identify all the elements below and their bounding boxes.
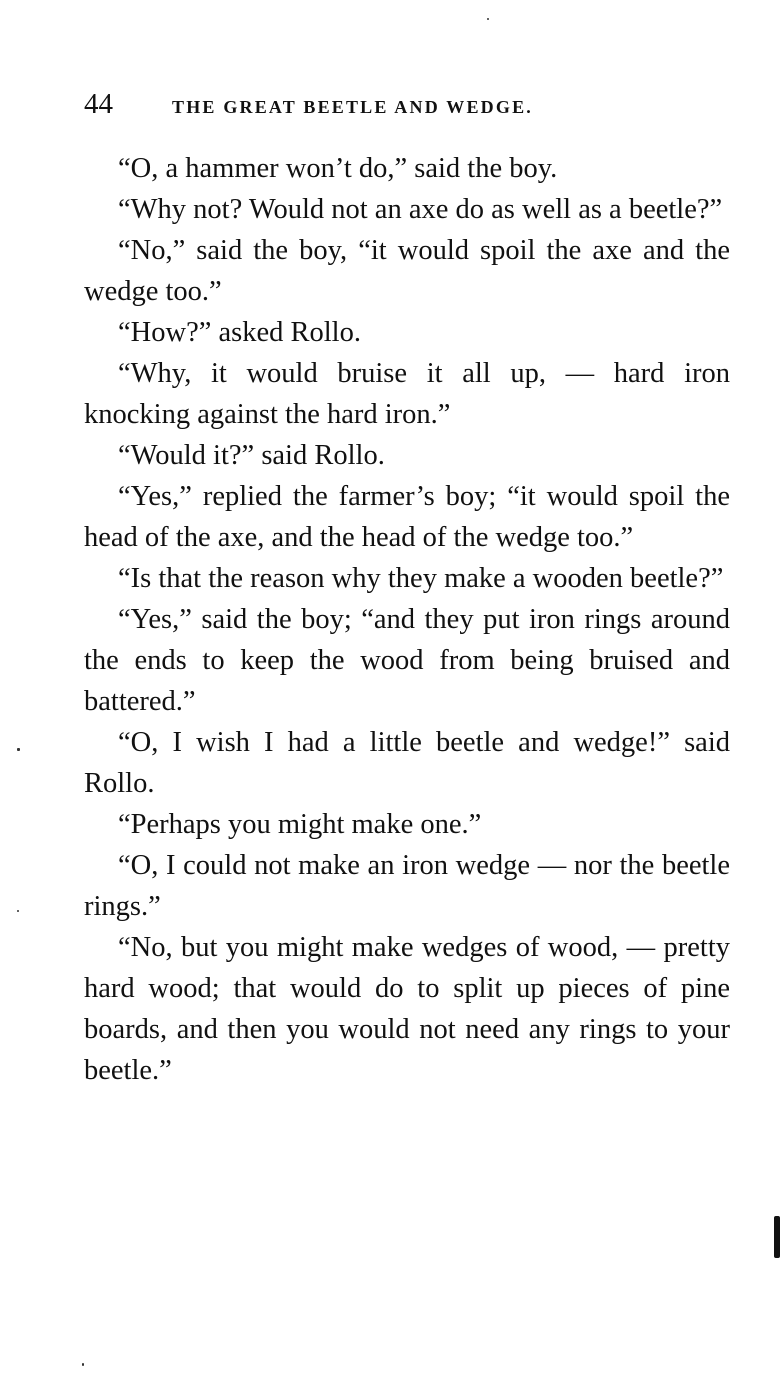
- running-header: [84, 84, 734, 124]
- paragraph: “Perhaps you might make one.”: [118, 809, 482, 840]
- page-number: 44: [84, 88, 113, 120]
- paragraph: “Is that the reason why they make a wooden beetle?”: [118, 563, 724, 594]
- paragraph: “How?” asked Rollo.: [118, 317, 361, 348]
- running-title: THE GREAT BEETLE AND WEDGE.: [172, 97, 533, 117]
- paragraph: “Why, it would bruise it all up, — hard iron knocking against the hard iron.”: [84, 358, 730, 430]
- print-speck: [487, 18, 489, 20]
- paragraph: “Yes,” said the boy; “and they put iron rings around the ends to keep the wood from being bruised and battered.”: [84, 604, 730, 717]
- paragraph: “Would it?” said Rollo.: [118, 440, 385, 471]
- paragraph: “Why not? Would not an axe do as well as a beetle?”: [118, 194, 723, 225]
- print-speck: [82, 1363, 84, 1366]
- paragraph: “No,” said the boy, “it would spoil the axe and the wedge too.”: [84, 235, 730, 307]
- body-text: [84, 148, 730, 1091]
- paragraph: “Yes,” replied the farmer’s boy; “it would spoil the head of the axe, and the head of the wedge too.”: [84, 481, 730, 553]
- paragraph: “O, I wish I had a little beetle and wedge!” said Rollo.: [84, 727, 730, 799]
- print-speck: [17, 910, 19, 912]
- print-speck: [17, 748, 20, 751]
- paragraph: “O, a hammer won’t do,” said the boy.: [118, 153, 558, 184]
- page-edge-mark: [774, 1216, 780, 1258]
- paragraph: “No, but you might make wedges of wood, — pretty hard wood; that would do to split up pieces of pine boards, and then you would not need any rings to your beetle.”: [84, 932, 730, 1086]
- paragraph: “O, I could not make an iron wedge — nor the beetle rings.”: [84, 850, 730, 922]
